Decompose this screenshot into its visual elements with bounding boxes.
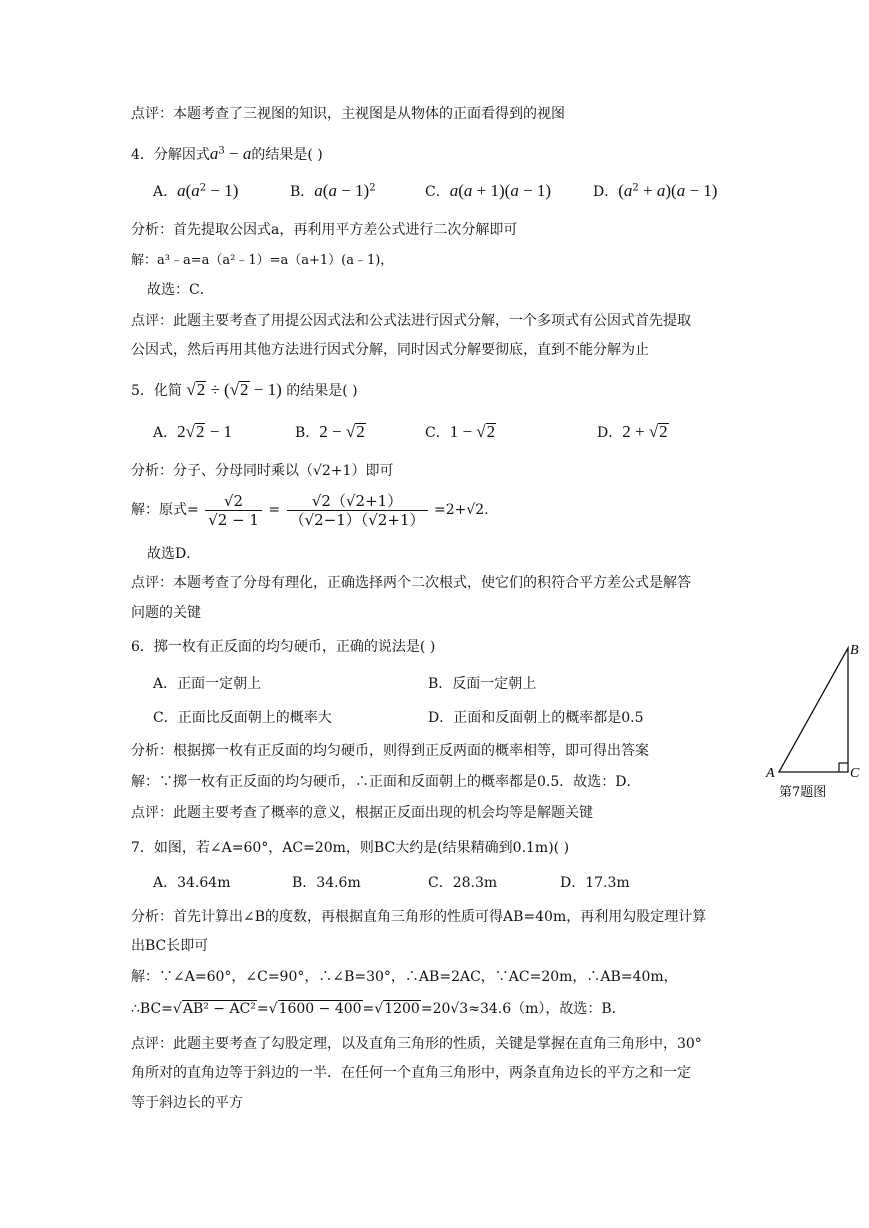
q6-comment: 点评：此题主要考查了概率的意义，根据正反面出现的机会均等是解题关键 bbox=[131, 805, 593, 821]
q7-solution-2: ∴BC=√AB² − AC²=√1600 − 400=√1200=20√3≈34.6（m），故选：B． bbox=[131, 1001, 626, 1017]
q6-option-d: D．正面和反面朝上的概率都是0.5 bbox=[428, 710, 644, 726]
q5-comment-2: 问题的关键 bbox=[131, 605, 201, 621]
q4-option-b: B．$a(a - 1)^2$ bbox=[290, 181, 376, 200]
q7-analysis-1: 分析：首先计算出∠B的度数，再根据直角三角形的性质可得AB=40m，再利用勾股定理计算 bbox=[131, 909, 707, 925]
question-5-stem: 5．化简 √2 ÷ (√2 − 1) 的结果是( ) bbox=[131, 380, 358, 399]
q5-choose: 故选D． bbox=[147, 546, 201, 562]
q4-option-c: C．a(a + 1)(a − 1) bbox=[425, 181, 552, 200]
q7-analysis-2: 出BC长即可 bbox=[131, 938, 209, 954]
question-4-stem: 4．分解因式$a^3 - a$的结果是( ) bbox=[131, 144, 323, 163]
vertex-a-label: A bbox=[766, 766, 775, 781]
q7-option-b: B．34.6m bbox=[292, 875, 361, 891]
triangle-abc bbox=[779, 648, 848, 772]
q5-fraction-2: $\frac{√2(√2+1)}{(√2-1)(√2+1)}$ bbox=[287, 492, 428, 529]
q7-comment-3: 等于斜边长的平方 bbox=[131, 1095, 243, 1111]
q6-option-b: B．反面一定朝上 bbox=[428, 676, 537, 692]
q4-option-a: A．$a(a^2 - 1)$ bbox=[153, 181, 239, 200]
q6-solution: 解：∵掷一枚有正反面的均匀硬币，∴正面和反面朝上的概率都是0.5．故选：D． bbox=[131, 774, 641, 790]
q5-option-c: C．1 − √2 bbox=[425, 422, 496, 441]
q7-comment-2: 角所对的直角边等于斜边的一半．在任何一个直角三角形中，两条直角边长的平方之和一定 bbox=[131, 1065, 691, 1081]
right-angle-mark bbox=[839, 763, 848, 772]
q4-comment-2: 公因式，然后再用其他方法进行因式分解，同时因式分解要彻底，直到不能分解为止 bbox=[131, 342, 649, 358]
vertex-c-label: C bbox=[850, 766, 860, 781]
q6-option-c: C．正面比反面朝上的概率大 bbox=[153, 710, 332, 726]
q4-analysis: 分析：首先提取公因式a，再利用平方差公式进行二次分解即可 bbox=[131, 222, 518, 238]
q7-option-c: C．28.3m bbox=[428, 875, 498, 891]
q5-solution: 解：原式= $\frac{√2}{√2 - 1}$ = $\frac{√2(√2+1)}{(√2-1)(√2+1)}$ =2+√2. bbox=[131, 491, 489, 529]
comment-q3: 点评：本题考查了三视图的知识，主视图是从物体的正面看得到的视图 bbox=[131, 106, 565, 122]
q5-option-b: B．2 − √2 bbox=[295, 422, 365, 441]
q7-option-d: D．17.3m bbox=[560, 875, 630, 891]
q5-comment-1: 点评：本题考查了分母有理化，正确选择两个二次根式，使它们的积符合平方差公式是解答 bbox=[131, 575, 691, 591]
figure-caption: 第7题图 bbox=[779, 785, 827, 800]
q4-comment-1: 点评：此题主要考查了用提公因式法和公式法进行因式分解，一个多项式有公因式首先提取 bbox=[131, 313, 691, 329]
question-6-stem: 6．掷一枚有正反面的均匀硬币，正确的说法是( ) bbox=[131, 639, 436, 655]
triangle-figure bbox=[765, 640, 869, 810]
question-7-stem: 7．如图，若∠A=60°，AC=20m，则BC大约是(结果精确到0.1m)( ) bbox=[131, 840, 570, 856]
q4-solution: 解：a³﹣a=a（a²﹣1）=a（a+1）(a﹣1)， bbox=[131, 253, 394, 268]
q6-option-a: A．正面一定朝上 bbox=[153, 676, 262, 692]
vertex-b-label: B bbox=[850, 643, 859, 658]
q5-analysis: 分析：分子、分母同时乘以（√2+1）即可 bbox=[131, 463, 394, 479]
q7-option-a: A．34.64m bbox=[153, 875, 231, 891]
q5-fraction-1: $\frac{√2}{√2 - 1}$ bbox=[205, 492, 262, 529]
q7-comment-1: 点评：此题主要考查了勾股定理，以及直角三角形的性质，关键是掌握在直角三角形中，30° bbox=[131, 1036, 702, 1052]
q4-choose: 故选：C． bbox=[147, 282, 214, 298]
q7-solution-1: 解：∵∠A=60°，∠C=90°，∴∠B=30°，∴AB=2AC，∵AC=20m，∴AB=40m， bbox=[131, 969, 678, 985]
q6-analysis: 分析：根据掷一枚有正反面的均匀硬币，则得到正反两面的概率相等，即可得出答案 bbox=[131, 743, 649, 759]
q4-option-d: D．$(a^2 + a)(a - 1)$ bbox=[593, 181, 718, 200]
q5-option-a: A．2√2 − 1 bbox=[153, 422, 233, 441]
q5-option-d: D．2 + √2 bbox=[597, 422, 668, 441]
